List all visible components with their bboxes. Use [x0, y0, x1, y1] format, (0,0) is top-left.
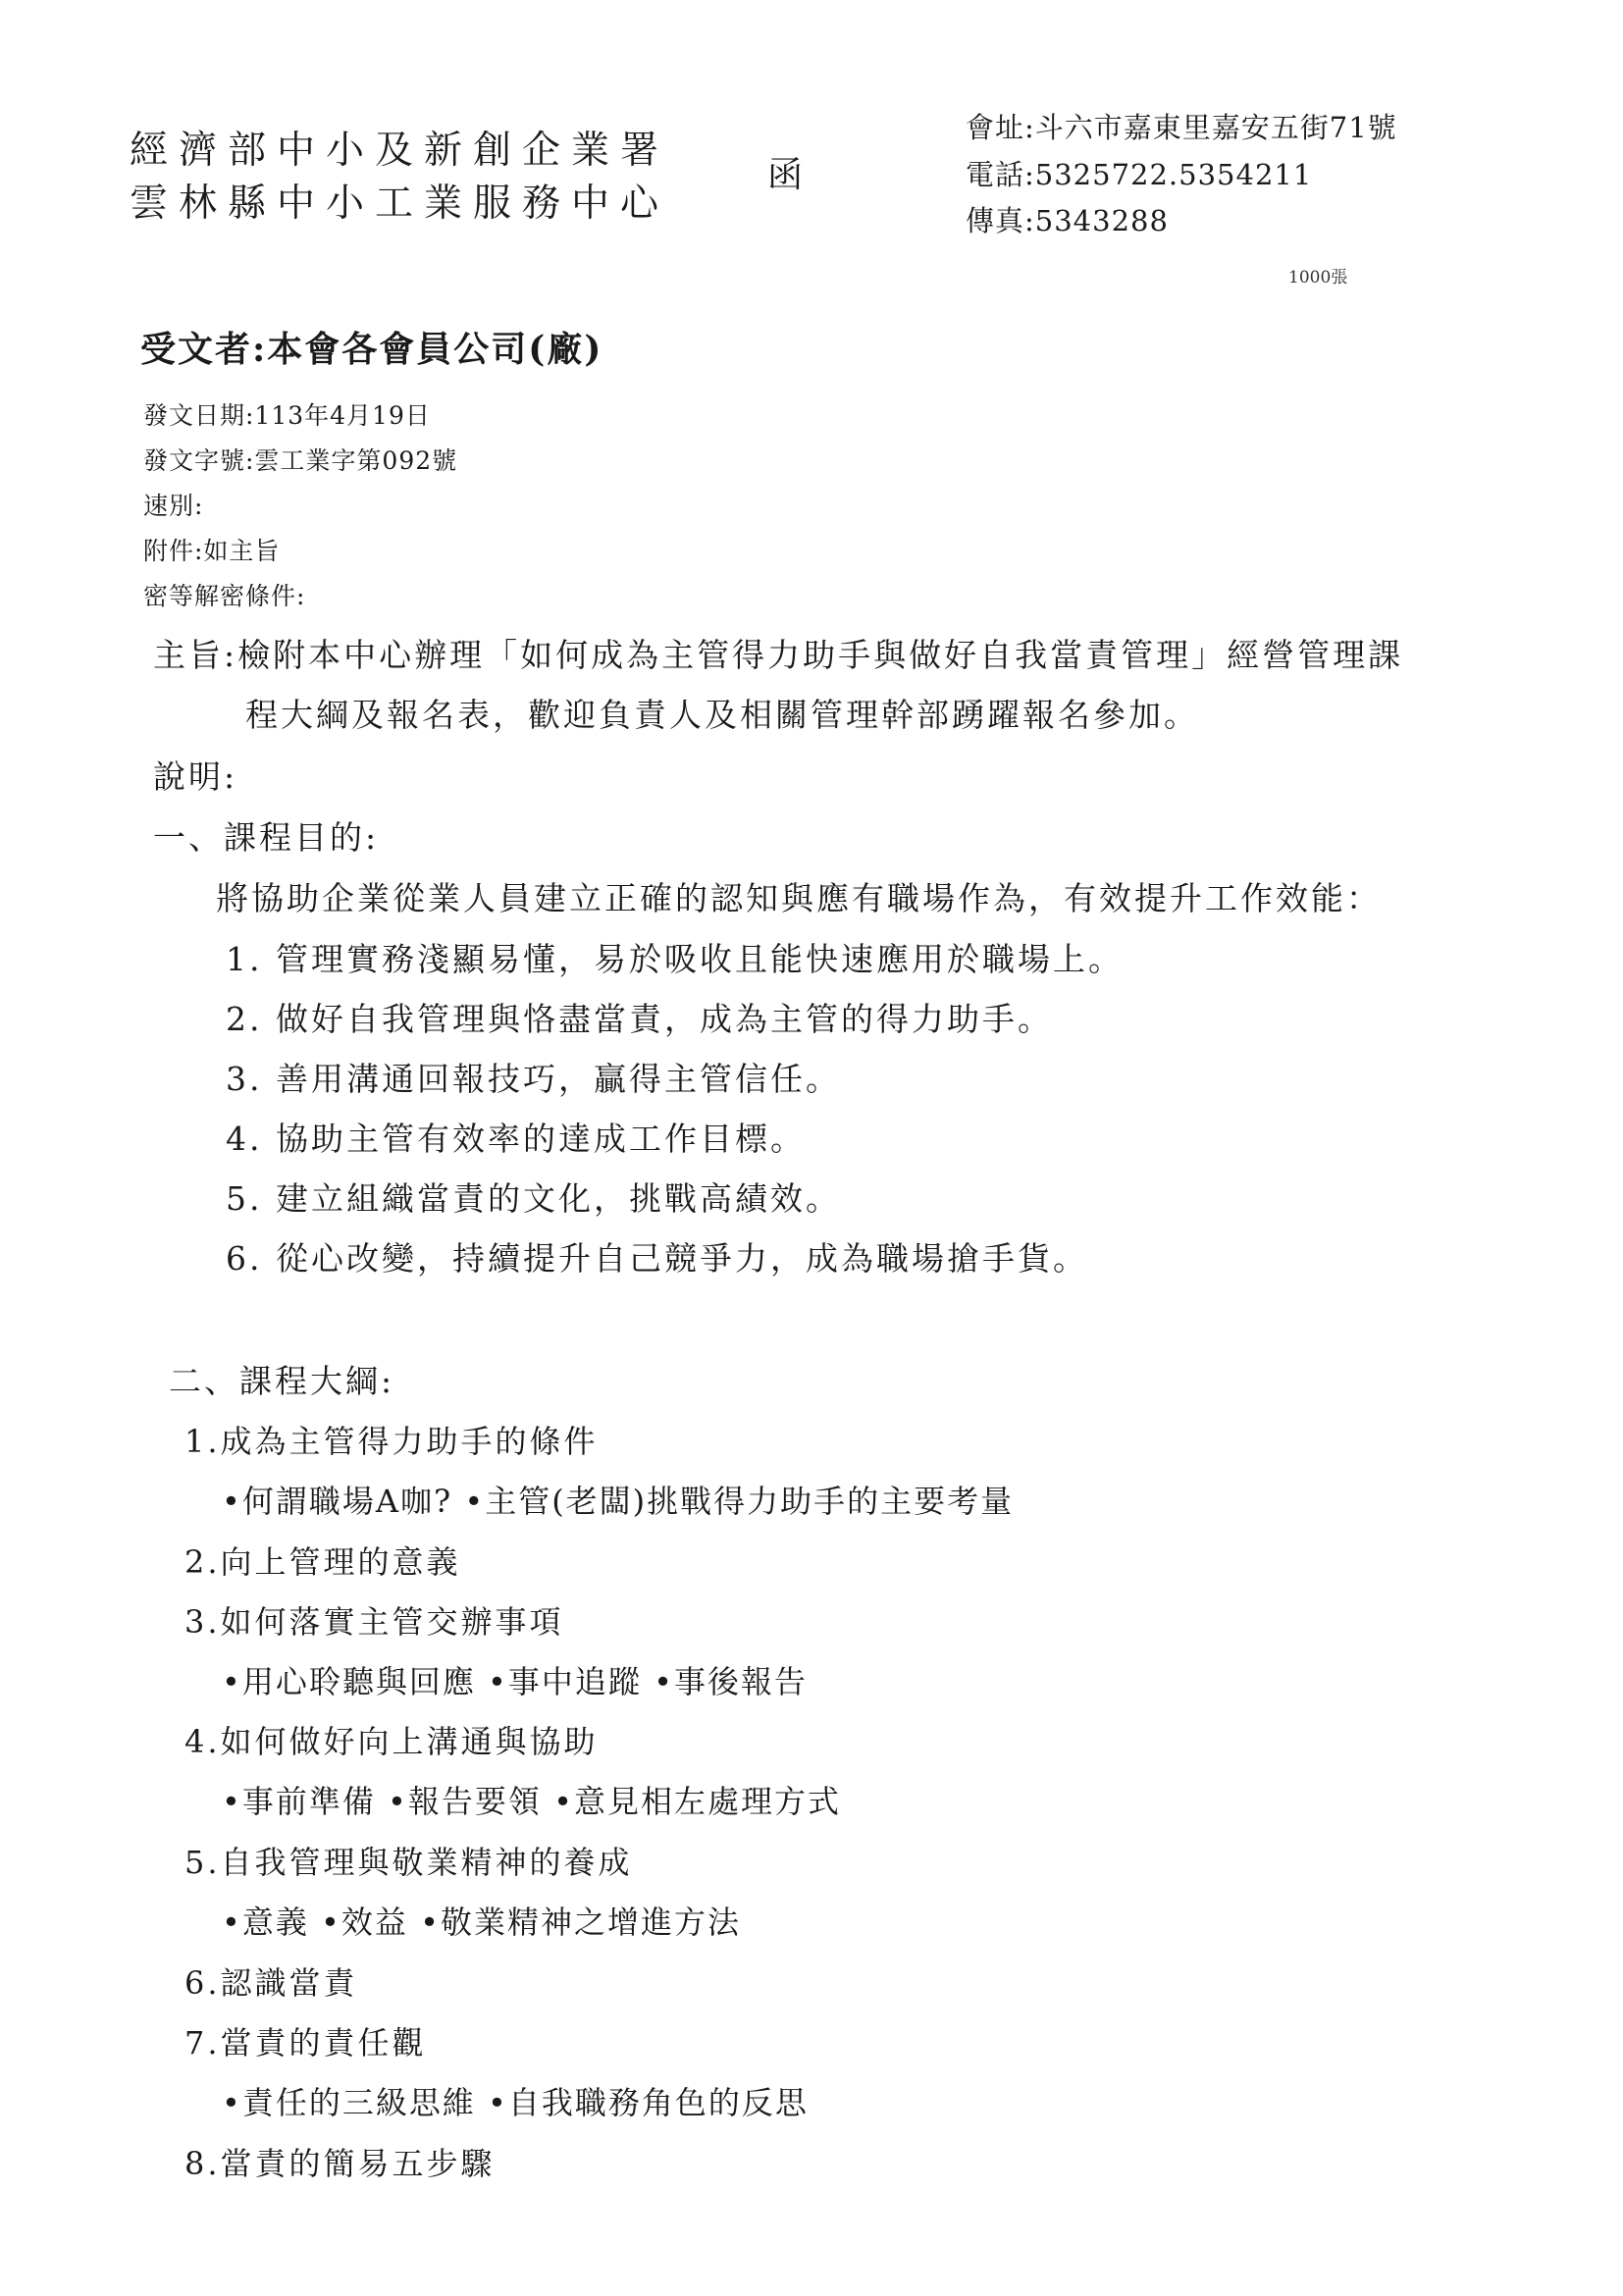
outline-item: 1.成為主管得力助手的條件 [184, 1423, 599, 1460]
fax: 傳真:5343288 [966, 204, 1169, 237]
secrecy-condition: 密等解密條件: [143, 582, 306, 610]
outline-item: 5.自我管理與敬業精神的養成 [184, 1844, 633, 1881]
outline-subpoints: •責任的三級思維 •自我職務角色的反思 [222, 2084, 809, 2121]
outline-subpoints: •意義 •效益 •敬業精神之增進方法 [222, 1904, 741, 1941]
document-type: 函 [767, 155, 804, 195]
speed-class: 速別: [143, 492, 204, 520]
outline-subpoints: •用心聆聽與回應 •事中追蹤 •事後報告 [222, 1663, 808, 1700]
outline-item: 2.向上管理的意義 [184, 1543, 461, 1581]
outline-item: 4.如何做好向上溝通與協助 [184, 1723, 599, 1760]
org-name-line2: 雲林縣中小工業服務中心 [130, 182, 670, 226]
list-item: 5. 建立組織當責的文化，挑戰高績效。 [226, 1179, 841, 1218]
outline-item: 7.當責的責任觀 [184, 2024, 427, 2061]
list-item: 6. 從心改變，持續提升自己競爭力，成為職場搶手貨。 [226, 1239, 1088, 1278]
phone: 電話:5325722.5354211 [966, 158, 1313, 191]
org-name-line1: 經濟部中小及新創企業署 [130, 129, 670, 173]
list-item: 2. 做好自我管理與恪盡當責，成為主管的得力助手。 [226, 1000, 1053, 1038]
outline-item: 6.認識當責 [184, 1964, 358, 2002]
section2-title: 二、課程大綱: [169, 1362, 395, 1400]
outline-item: 3.如何落實主管交辦事項 [184, 1603, 564, 1641]
copies-count: 1000張 [1288, 268, 1348, 287]
section1-intro: 將協助企業從業人員建立正確的認知與應有職場作為，有效提升工作效能： [216, 879, 1382, 917]
list-item: 1. 管理實務淺顯易懂，易於吸收且能快速應用於職場上。 [226, 940, 1124, 978]
attachment: 附件:如主旨 [143, 537, 281, 565]
address: 會址:斗六市嘉東里嘉安五街71號 [966, 111, 1397, 144]
document-number: 發文字號:雲工業字第092號 [143, 446, 458, 475]
subject-line1: 主旨:檢附本中心辦理「如何成為主管得力助手與做好自我當責管理」經營管理課 [153, 636, 1404, 674]
recipient: 受文者:本會各會員公司(廠) [140, 329, 603, 370]
outline-subpoints: •何謂職場A咖? •主管(老闆)挑戰得力助手的主要考量 [222, 1483, 1015, 1520]
outline-subpoints: •事前準備 •報告要領 •意見相左處理方式 [222, 1783, 841, 1820]
section1-title: 一、課程目的: [153, 818, 380, 857]
subject-line2: 程大綱及報名表，歡迎負責人及相關管理幹部踴躍報名參加。 [245, 696, 1199, 734]
explanation-label: 說明: [153, 757, 238, 796]
list-item: 3. 善用溝通回報技巧，贏得主管信任。 [226, 1060, 841, 1098]
outline-item: 8.當責的簡易五步驟 [184, 2145, 496, 2182]
issue-date: 發文日期:113年4月19日 [143, 401, 431, 430]
list-item: 4. 協助主管有效率的達成工作目標。 [226, 1120, 806, 1158]
